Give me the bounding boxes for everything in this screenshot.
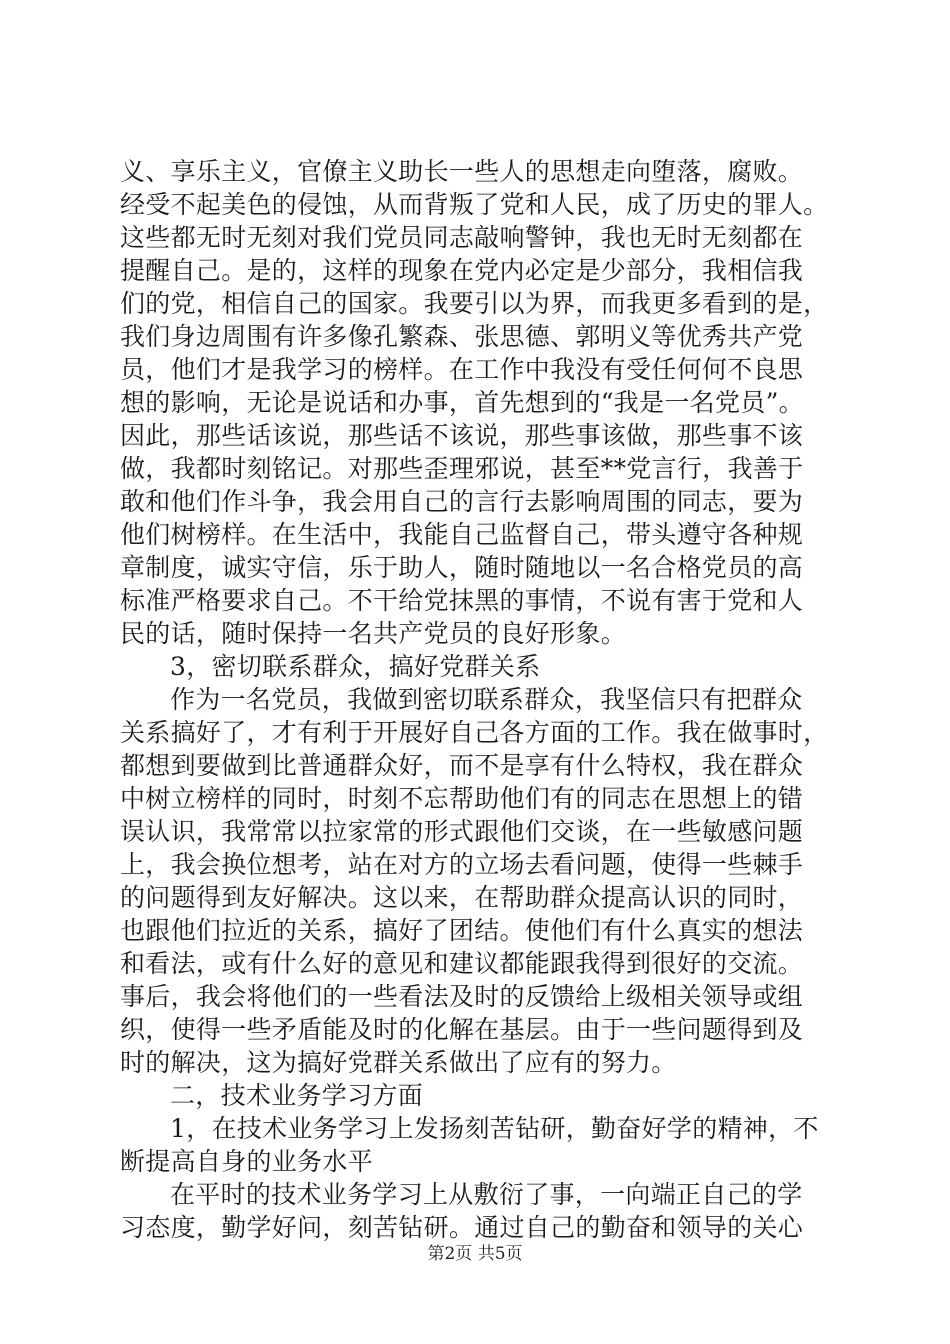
page-footer: 第2页 共5页 (427, 1244, 523, 1264)
text-line: 都想到要做到比普通群众好，而不是享有什么特权，我在群众 (120, 751, 804, 780)
text-line: 1，在技术业务学习上发扬刻苦钻研，勤奋好学的精神，不 (170, 1114, 819, 1143)
text-line: 误认识，我常常以拉家常的形式跟他们交谈，在一些敏感问题 (120, 817, 804, 846)
text-line: 二，技术业务学习方面 (170, 1081, 424, 1110)
text-line: 断提高自身的业务水平 (120, 1147, 374, 1176)
text-line: 我们身边周围有许多像孔繁森、张思德、郭明义等优秀共产党 (120, 322, 804, 351)
text-line: 敢和他们作斗争，我会用自己的言行去影响周围的同志，要为 (120, 487, 804, 516)
text-line: 想的影响，无论是说话和办事，首先想到的“我是一名党员”。 (120, 388, 804, 417)
text-line: 时的解决，这为搞好党群关系做出了应有的努力。 (120, 1048, 677, 1077)
document-body (120, 155, 840, 1244)
text-line: 因此，那些话该说，那些话不该说，那些事该做，那些事不该 (120, 421, 804, 450)
text-line: 中树立榜样的同时，时刻不忘帮助他们有的同志在思想上的错 (120, 784, 804, 813)
text-line: 在平时的技术业务学习上从敷衍了事，一向端正自己的学 (170, 1180, 803, 1209)
text-line: 的问题得到友好解决。这以来，在帮助群众提高认识的同时， (120, 883, 804, 912)
text-line: 3，密切联系群众，搞好党群关系 (170, 652, 541, 681)
text-line: 和看法，或有什么好的意见和建议都能跟我得到很好的交流。 (120, 949, 804, 978)
text-line: 也跟他们拉近的关系，搞好了团结。使他们有什么真实的想法 (120, 916, 804, 945)
text-line: 民的话，随时保持一名共产党员的良好形象。 (120, 619, 627, 648)
text-line: 章制度，诚实守信，乐于助人，随时随地以一名合格党员的高 (120, 553, 804, 582)
text-line: 们的党，相信自己的国家。我要引以为界，而我更多看到的是， (120, 289, 829, 318)
text-line: 义、享乐主义，官僚主义助长一些人的思想走向堕落，腐败。 (120, 157, 804, 186)
text-line: 员，他们才是我学习的榜样。在工作中我没有受任何何不良思 (120, 355, 804, 384)
text-line: 上，我会换位想考，站在对方的立场去看问题，使得一些棘手 (120, 850, 804, 879)
text-line: 提醒自己。是的，这样的现象在党内必定是少部分，我相信我 (120, 256, 804, 285)
text-line: 关系搞好了，才有利于开展好自己各方面的工作。我在做事时， (120, 718, 829, 747)
text-line: 他们树榜样。在生活中，我能自己监督自己，带头遵守各种规 (120, 520, 804, 549)
text-line: 作为一名党员，我做到密切联系群众，我坚信只有把群众 (170, 685, 803, 714)
text-line: 织，使得一些矛盾能及时的化解在基层。由于一些问题得到及 (120, 1015, 804, 1044)
text-line: 这些都无时无刻对我们党员同志敲响警钟，我也无时无刻都在 (120, 223, 804, 252)
text-line: 事后，我会将他们的一些看法及时的反馈给上级相关领导或组 (120, 982, 804, 1011)
text-line: 经受不起美色的侵蚀，从而背叛了党和人民，成了历史的罪人。 (120, 190, 829, 219)
text-line: 标准严格要求自己。不干给党抹黑的事情，不说有害于党和人 (120, 586, 804, 615)
text-line: 做，我都时刻铭记。对那些歪理邪说，甚至**党言行，我善于 (120, 454, 804, 483)
text-line: 习态度，勤学好问，刻苦钻研。通过自己的勤奋和领导的关心 (120, 1213, 804, 1242)
